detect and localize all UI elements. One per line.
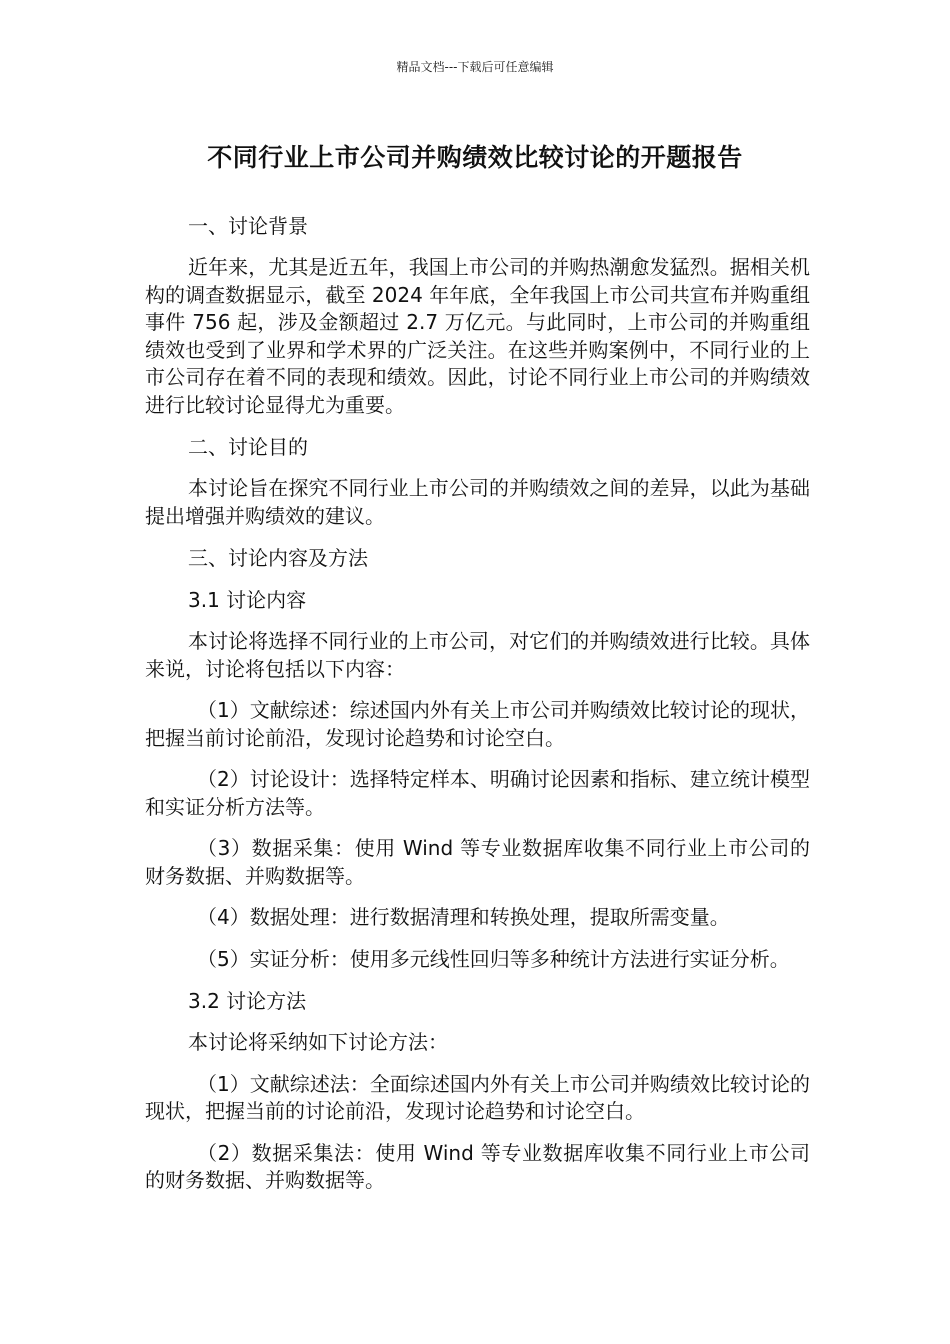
section-heading-content-method: 三、讨论内容及方法 bbox=[188, 546, 368, 570]
document-body bbox=[145, 212, 810, 1209]
paragraph-method-intro: 本讨论将采纳如下讨论方法： bbox=[188, 1030, 448, 1054]
list-item: （4）数据处理：进行数据清理和转换处理，提取所需变量。 bbox=[197, 905, 730, 929]
list-item: （2）讨论设计：选择特定样本、明确讨论因素和指标、建立统计模型和实证分析方法等。 bbox=[145, 767, 810, 819]
list-item: （2）数据采集法：使用 Wind 等专业数据库收集不同行业上市公司的财务数据、并购数据等。 bbox=[145, 1140, 810, 1192]
list-item: （3）数据采集：使用 Wind 等专业数据库收集不同行业上市公司的财务数据、并购数据等。 bbox=[145, 836, 810, 888]
paragraph-background: 近年来，尤其是近五年，我国上市公司的并购热潮愈发猛烈。据相关机构的调查数据显示，截至 2024 年年底，全年我国上市公司共宣布并购重组事件 756 起，涉及金额超过 2.7 万亿元。与此同时，上市公司的并购重组绩效也受到了业界和学术界的广泛关注。在这些并购案例中，不同行业的上市公司存在着不同的表现和绩效。因此，讨论不同行业上市公司的并购绩效进行比较讨论显得尤为重要。 bbox=[145, 255, 810, 417]
list-item: （1）文献综述：综述国内外有关上市公司并购绩效比较讨论的现状，把握当前讨论前沿，发现讨论趋势和讨论空白。 bbox=[145, 698, 810, 750]
paragraph-purpose: 本讨论旨在探究不同行业上市公司的并购绩效之间的差异，以此为基础提出增强并购绩效的建议。 bbox=[145, 476, 810, 528]
list-item: （5）实证分析：使用多元线性回归等多种统计方法进行实证分析。 bbox=[197, 946, 790, 971]
subsection-heading-method: 3.2 讨论方法 bbox=[188, 989, 307, 1013]
section-heading-purpose: 二、讨论目的 bbox=[188, 435, 308, 459]
list-item: （1）文献综述法：全面综述国内外有关上市公司并购绩效比较讨论的现状，把握当前的讨论前沿，发现讨论趋势和讨论空白。 bbox=[145, 1071, 810, 1123]
page-header: 精品文档---下载后可任意编辑 bbox=[396, 60, 554, 74]
document-title: 不同行业上市公司并购绩效比较讨论的开题报告 bbox=[207, 143, 743, 172]
subsection-heading-content: 3.1 讨论内容 bbox=[188, 588, 307, 612]
section-heading-background: 一、讨论背景 bbox=[188, 214, 308, 238]
paragraph-content-intro: 本讨论将选择不同行业的上市公司，对它们的并购绩效进行比较。具体来说，讨论将包括以下内容： bbox=[145, 629, 810, 681]
